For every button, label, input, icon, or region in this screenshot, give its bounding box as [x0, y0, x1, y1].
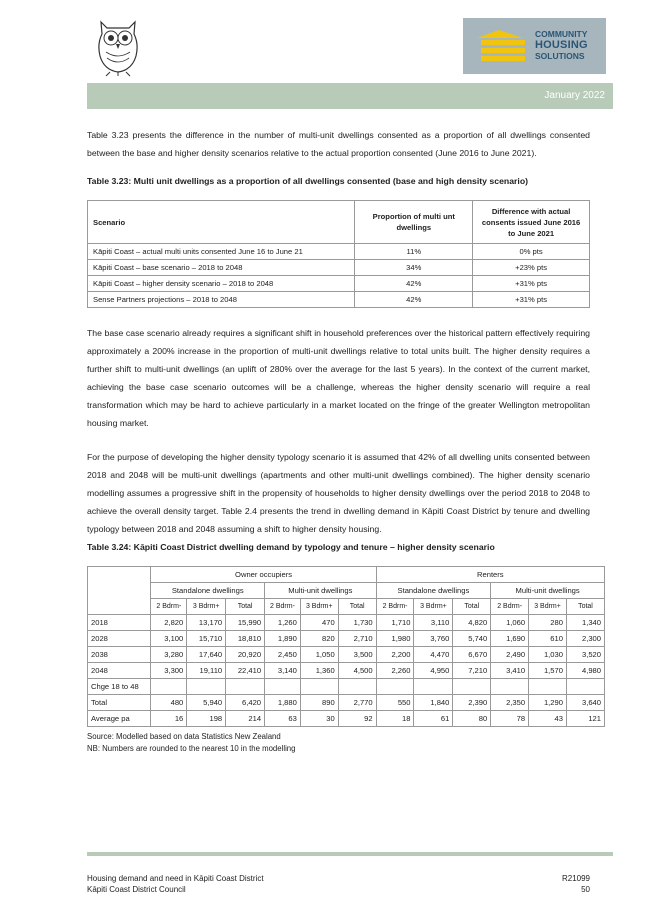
- table-2: [87, 566, 605, 727]
- table-cell: 2,770: [338, 695, 376, 711]
- table-cell: [376, 679, 414, 695]
- table-row: [88, 276, 590, 292]
- table-cell: 63: [265, 711, 301, 727]
- table-cell: +31% pts: [473, 292, 590, 308]
- footer-ref: R21099: [561, 874, 590, 883]
- table-cell: [226, 679, 265, 695]
- table-cell: [566, 679, 604, 695]
- table-cell: 1,840: [414, 695, 453, 711]
- table-cell: 5,940: [187, 695, 226, 711]
- table-1-header-row: [88, 201, 590, 244]
- table-1: [87, 200, 590, 308]
- table-cell: 3,110: [414, 615, 453, 631]
- table-cell: 61: [414, 711, 453, 727]
- page-footer: [87, 873, 590, 895]
- table-2-column-header: 2 Bdrm-: [376, 599, 414, 615]
- table-cell: 30: [300, 711, 338, 727]
- table-2-column-header: Total: [226, 599, 265, 615]
- table-cell: [300, 679, 338, 695]
- table-cell: 2,300: [566, 631, 604, 647]
- table-cell: [491, 679, 529, 695]
- table-cell: 15,710: [187, 631, 226, 647]
- table-cell: 1,880: [265, 695, 301, 711]
- table-row: [88, 615, 605, 631]
- table-row: [88, 679, 605, 695]
- table-cell: +31% pts: [473, 276, 590, 292]
- footer-rule: [87, 852, 613, 856]
- row-label: 2018: [88, 615, 151, 631]
- table-cell: 13,170: [187, 615, 226, 631]
- table-cell: 43: [529, 711, 567, 727]
- housing-bars-icon: [473, 28, 531, 64]
- table-cell: 198: [187, 711, 226, 727]
- table-cell: Kāpiti Coast – actual multi units consented June 16 to June 21: [88, 244, 355, 260]
- footer-title: Housing demand and need in Kāpiti Coast District: [87, 874, 264, 883]
- table-cell: 1,980: [376, 631, 414, 647]
- table-2-column-row: [88, 599, 605, 615]
- row-label: Average pa: [88, 711, 151, 727]
- body-paragraph-2: The base case scenario already requires a significant shift in household preferences over the historical pattern effectively requiring approximately a 200% increase in the proportion of multi-unit dwellings relative to total units built. The higher density requires a further shift to multi-unit dwellings (an uplift of 280% over the average for the last 5 years). In the context of the current market, achieving the base case scenario outcomes will be a challenge, whereas the higher density scenario will require a real transformation which may be hard to achieve particularly in a market located on the fringe of the greater Wellington metropolitan housing market.: [87, 328, 590, 428]
- table-cell: 1,340: [566, 615, 604, 631]
- table-cell: 1,290: [529, 695, 567, 711]
- table-cell: 214: [226, 711, 265, 727]
- page-number: 50: [581, 885, 590, 894]
- table-cell: 2,490: [491, 647, 529, 663]
- table-cell: Kāpiti Coast – base scenario – 2018 to 2048: [88, 260, 355, 276]
- table-cell: +23% pts: [473, 260, 590, 276]
- table-row: [88, 663, 605, 679]
- table-cell: 0% pts: [473, 244, 590, 260]
- table-cell: 22,410: [226, 663, 265, 679]
- table-2-subgroup-header: Multi-unit dwellings: [265, 583, 377, 599]
- table-cell: 1,360: [300, 663, 338, 679]
- table-cell: [265, 679, 301, 695]
- table-cell: 1,890: [265, 631, 301, 647]
- table-cell: [453, 679, 491, 695]
- table-row: [88, 292, 590, 308]
- table-cell: [414, 679, 453, 695]
- table-cell: 3,760: [414, 631, 453, 647]
- table-cell: 3,640: [566, 695, 604, 711]
- table-cell: 480: [151, 695, 187, 711]
- row-label: Total: [88, 695, 151, 711]
- table-cell: 42%: [355, 292, 473, 308]
- table-cell: 2,350: [491, 695, 529, 711]
- table-cell: 1,730: [338, 615, 376, 631]
- table-cell: 11%: [355, 244, 473, 260]
- table-cell: [151, 679, 187, 695]
- table-cell: 1,060: [491, 615, 529, 631]
- community-housing-logo: [463, 18, 606, 74]
- table-cell: 2,820: [151, 615, 187, 631]
- table-2-column-header: 2 Bdrm-: [265, 599, 301, 615]
- table-cell: 610: [529, 631, 567, 647]
- table-2-column-header: 3 Bdrm+: [414, 599, 453, 615]
- page-content: [87, 126, 601, 755]
- table-2-column-header: Total: [453, 599, 491, 615]
- logo-line-1: COMMUNITY: [535, 29, 588, 39]
- table-cell: 4,980: [566, 663, 604, 679]
- table-row: [88, 260, 590, 276]
- table-2-note: NB: Numbers are rounded to the nearest 10 in the modelling: [87, 744, 296, 753]
- table-cell: 3,500: [338, 647, 376, 663]
- header-band: [87, 83, 613, 109]
- report-date: January 2022: [544, 90, 605, 101]
- table-cell: 3,300: [151, 663, 187, 679]
- intro-paragraph: Table 3.23 presents the difference in the number of multi-unit dwellings consented as a proportion of all dwellings consented between the base and higher density scenarios relative to the actual proportion consented (June 2016 to June 2021).: [87, 130, 590, 158]
- table-2-column-header: 3 Bdrm+: [300, 599, 338, 615]
- table-cell: 18,810: [226, 631, 265, 647]
- row-label: 2048: [88, 663, 151, 679]
- table-cell: 2,390: [453, 695, 491, 711]
- table-2-group-header: Renters: [376, 567, 604, 583]
- table-row: [88, 695, 605, 711]
- table-2-subgroup-row: [88, 583, 605, 599]
- table-2-subgroup-header: Standalone dwellings: [151, 583, 265, 599]
- table-row: [88, 244, 590, 260]
- table-2-corner-cell: [88, 567, 151, 615]
- table-2-column-header: Total: [566, 599, 604, 615]
- table-cell: 280: [529, 615, 567, 631]
- table-row: [88, 631, 605, 647]
- table-cell: 4,470: [414, 647, 453, 663]
- table-cell: [529, 679, 567, 695]
- table-cell: 470: [300, 615, 338, 631]
- table-cell: 3,100: [151, 631, 187, 647]
- table-cell: 2,450: [265, 647, 301, 663]
- table-cell: 121: [566, 711, 604, 727]
- table-cell: 3,280: [151, 647, 187, 663]
- footer-org: Kāpiti Coast District Council: [87, 885, 186, 894]
- table-cell: [187, 679, 226, 695]
- table-cell: 16: [151, 711, 187, 727]
- table-2-subgroup-header: Standalone dwellings: [376, 583, 491, 599]
- table-cell: 1,260: [265, 615, 301, 631]
- table-row: [88, 647, 605, 663]
- table-cell: 5,740: [453, 631, 491, 647]
- table-2-group-header: Owner occupiers: [151, 567, 376, 583]
- table-1-header-cell: Proportion of multi unt dwellings: [355, 201, 473, 244]
- table-cell: 6,420: [226, 695, 265, 711]
- logo-line-3: SOLUTIONS: [535, 51, 585, 61]
- table-cell: 1,690: [491, 631, 529, 647]
- table-cell: 3,520: [566, 647, 604, 663]
- table-cell: 890: [300, 695, 338, 711]
- logo-line-2: HOUSING: [535, 39, 588, 51]
- row-label: Chge 18 to 48: [88, 679, 151, 695]
- table-cell: 1,050: [300, 647, 338, 663]
- table-cell: 3,410: [491, 663, 529, 679]
- table-cell: 4,820: [453, 615, 491, 631]
- table-cell: 42%: [355, 276, 473, 292]
- table-cell: 20,920: [226, 647, 265, 663]
- table-2-subgroup-header: Multi-unit dwellings: [491, 583, 605, 599]
- table-1-header-cell: Difference with actual consents issued June 2016 to June 2021: [473, 201, 590, 244]
- table-1-header-cell: Scenario: [88, 201, 355, 244]
- table-row: [88, 711, 605, 727]
- table-cell: 3,140: [265, 663, 301, 679]
- table-cell: 78: [491, 711, 529, 727]
- table-cell: 19,110: [187, 663, 226, 679]
- table-1-caption: Table 3.23: Multi unit dwellings as a proportion of all dwellings consented (base and high density scenario): [87, 176, 529, 186]
- table-cell: 1,570: [529, 663, 567, 679]
- table-cell: 2,260: [376, 663, 414, 679]
- table-cell: 18: [376, 711, 414, 727]
- table-cell: 820: [300, 631, 338, 647]
- table-cell: 80: [453, 711, 491, 727]
- table-cell: Kāpiti Coast – higher density scenario – 2018 to 2048: [88, 276, 355, 292]
- row-label: 2038: [88, 647, 151, 663]
- table-2-caption: Table 3.24: Kāpiti Coast District dwelling demand by typology and tenure – higher density scenario: [87, 542, 495, 552]
- row-label: 2028: [88, 631, 151, 647]
- table-cell: Sense Partners projections – 2018 to 2048: [88, 292, 355, 308]
- table-2-source: Source: Modelled based on data Statistics New Zealand: [87, 732, 281, 741]
- table-2-group-row: [88, 567, 605, 583]
- table-cell: 550: [376, 695, 414, 711]
- table-cell: 1,030: [529, 647, 567, 663]
- table-cell: [338, 679, 376, 695]
- table-cell: 4,950: [414, 663, 453, 679]
- table-cell: 1,710: [376, 615, 414, 631]
- table-cell: 15,990: [226, 615, 265, 631]
- table-cell: 4,500: [338, 663, 376, 679]
- table-cell: 2,710: [338, 631, 376, 647]
- table-cell: 34%: [355, 260, 473, 276]
- table-cell: 2,200: [376, 647, 414, 663]
- table-2-column-header: 2 Bdrm-: [151, 599, 187, 615]
- table-2-column-header: 3 Bdrm+: [529, 599, 567, 615]
- table-2-column-header: 2 Bdrm-: [491, 599, 529, 615]
- table-2-column-header: 3 Bdrm+: [187, 599, 226, 615]
- owl-logo-icon: [92, 14, 144, 78]
- table-cell: 6,670: [453, 647, 491, 663]
- table-2-column-header: Total: [338, 599, 376, 615]
- table-cell: 17,640: [187, 647, 226, 663]
- body-paragraph-3: For the purpose of developing the higher density typology scenario it is assumed that 42% of all dwelling units consented between 2018 and 2048 will be multi-unit dwellings (apartments and other multi-unit dwellings combined). The higher density scenario modelling assumes a progressive shift in the propensity of households to higher density dwellings over the period 2018 to 2048 to achieve the overall density target. Table 2.4 presents the trend in dwelling demand in Kāpiti Coast District by tenure and dwelling typology between 2018 and 2048 assuming a shift to higher density housing.: [87, 452, 590, 534]
- table-cell: 7,210: [453, 663, 491, 679]
- table-cell: 92: [338, 711, 376, 727]
